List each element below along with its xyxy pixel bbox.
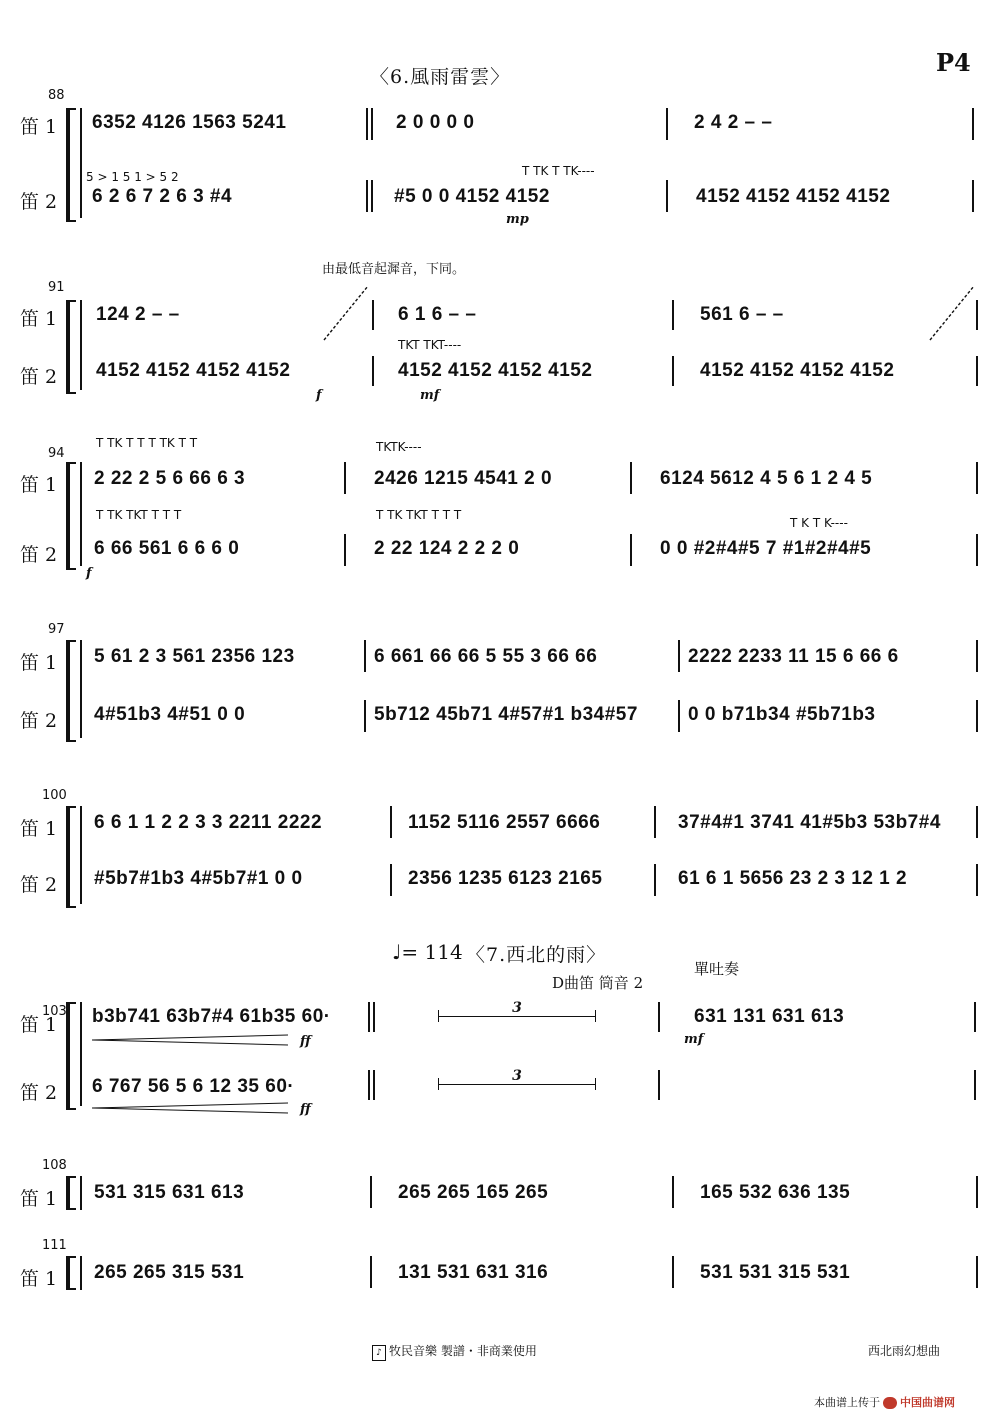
barline [80, 462, 82, 566]
tonguing-marks: T TK T TK---- [522, 164, 595, 178]
rest-count: 3 [509, 1068, 525, 1084]
technique-note: 單吐奏 [694, 960, 740, 978]
flute2-label: 笛 2 [20, 874, 58, 896]
barline [390, 806, 392, 838]
score-measure: 2 22 124 2 2 2 0 [374, 538, 520, 559]
barline [654, 806, 656, 838]
barline [80, 640, 82, 738]
barline [672, 356, 674, 386]
score-measure: #5 0 0 4152 4152 [394, 186, 550, 207]
system-brace [66, 1176, 76, 1210]
score-measure: 4152 4152 4152 4152 [700, 360, 895, 381]
performance-note: 由最低音起漽音，下同。 [322, 262, 466, 277]
score-measure: 6 6 1 1 2 2 3 3 2211 2222 [94, 812, 323, 833]
barline [80, 1256, 82, 1290]
score-measure: 4152 4152 4152 4152 [398, 360, 593, 381]
score-measure: #5b7#1b3 4#5b7#1 0 0 [94, 868, 303, 889]
score-measure: 531 531 315 531 [700, 1262, 851, 1283]
barline [80, 806, 82, 904]
tonguing-marks: TKTK---- [376, 440, 422, 454]
multi-measure-rest [438, 1068, 596, 1090]
publisher-credit [372, 1342, 537, 1361]
piece-title: 西北雨幻想曲 [868, 1344, 941, 1358]
crescendo-hairpin [90, 1102, 290, 1114]
flute1-label: 笛 1 [20, 308, 58, 330]
score-measure: 0 0 #2#4#5 7 #1#2#4#5 [660, 538, 872, 559]
measure-number: 88 [48, 88, 65, 103]
dynamic-mark: ff [300, 1034, 311, 1049]
score-measure: 265 265 165 265 [398, 1182, 549, 1203]
score-measure: 2 0 0 0 0 [396, 112, 475, 133]
section-6-title: 〈6.風雨雷雲〉 [370, 66, 511, 88]
score-measure: 6124 5612 4 5 6 1 2 4 5 [660, 468, 873, 489]
double-barline [366, 108, 368, 140]
barline [976, 864, 978, 896]
barline [344, 534, 346, 566]
barline [678, 640, 680, 672]
flute1-label: 笛 1 [20, 474, 58, 496]
instrument-note: D曲笛 筒音 2 [552, 974, 644, 992]
system-brace [66, 108, 76, 222]
measure-number: 91 [48, 280, 65, 295]
dynamic-mark: f [86, 566, 92, 581]
system-brace [66, 1256, 76, 1290]
publisher-text: 牧民音樂 製譜・非商業使用 [389, 1344, 537, 1358]
dynamic-mark: mf [684, 1032, 704, 1047]
score-measure: 2426 1215 4541 2 0 [374, 468, 553, 489]
score-measure: 631 131 631 613 [694, 1006, 845, 1027]
score-measure: 2356 1235 6123 2165 [408, 868, 603, 889]
barline [370, 1256, 372, 1288]
barline [974, 1002, 976, 1032]
barline [390, 864, 392, 896]
barline [666, 108, 668, 140]
grace-notes: 5 > 1 5 1 > 5 2 [86, 170, 179, 184]
barline [364, 700, 366, 732]
barline [370, 1176, 372, 1208]
score-measure: 2 4 2 – – [694, 112, 773, 133]
double-barline [371, 180, 373, 212]
site-logo-icon [883, 1397, 897, 1409]
barline [658, 1002, 660, 1032]
score-measure: 6352 4126 1563 5241 [92, 112, 287, 133]
barline [672, 300, 674, 330]
score-measure: 0 0 b71b34 #5b71b3 [688, 704, 876, 725]
barline [80, 300, 82, 390]
flute1-label: 笛 1 [20, 1188, 58, 1210]
tempo-marking: ♩= 114 [392, 940, 463, 964]
score-measure: 4152 4152 4152 4152 [696, 186, 891, 207]
score-measure: 165 532 636 135 [700, 1182, 851, 1203]
publisher-logo-icon: ♪ [372, 1345, 386, 1361]
crescendo-hairpin [90, 1034, 290, 1046]
barline [976, 462, 978, 494]
score-measure: 2222 2233 11 15 6 66 6 [688, 646, 899, 667]
score-measure: 6 66 561 6 6 6 0 [94, 538, 240, 559]
dynamic-mark: f [316, 388, 322, 403]
score-measure: 6 661 66 66 5 55 3 66 66 [374, 646, 598, 667]
barline [672, 1256, 674, 1288]
score-measure: 5 61 2 3 561 2356 123 [94, 646, 295, 667]
glissando-line [322, 282, 372, 342]
flute1-label: 笛 1 [20, 818, 58, 840]
system-brace [66, 300, 76, 394]
score-measure: 1152 5116 2557 6666 [408, 812, 601, 833]
flute2-label: 笛 2 [20, 544, 58, 566]
measure-number: 103 [42, 1004, 67, 1019]
score-measure: 531 315 631 613 [94, 1182, 245, 1203]
score-measure: 2 22 2 5 6 66 6 3 [94, 468, 246, 489]
tonguing-marks: T TK TKT T T T [376, 508, 462, 522]
score-measure: 265 265 315 531 [94, 1262, 245, 1283]
barline [658, 1070, 660, 1100]
flute2-label: 笛 2 [20, 1082, 58, 1104]
glissando-line [928, 282, 978, 342]
tonguing-marks: T TK T T T TK T T [96, 436, 198, 450]
system-brace [66, 806, 76, 908]
barline [976, 300, 978, 330]
measure-number: 108 [42, 1158, 67, 1173]
page-number: P4 [936, 48, 971, 77]
barline [344, 462, 346, 494]
score-measure: 561 6 – – [700, 304, 784, 325]
measure-number: 111 [42, 1238, 67, 1253]
flute2-label: 笛 2 [20, 191, 58, 213]
flute1-label: 笛 1 [20, 1268, 58, 1290]
barline [976, 356, 978, 386]
double-barline [368, 1070, 370, 1100]
score-measure: 6 2 6 7 2 6 3 #4 [92, 186, 233, 207]
flute1-label: 笛 1 [20, 1014, 58, 1036]
score-measure: 124 2 – – [96, 304, 180, 325]
dynamic-mark: mp [506, 212, 529, 227]
section-7-title: 〈7.西北的雨〉 [466, 944, 607, 966]
tonguing-marks: TKT TKT---- [398, 338, 462, 352]
upload-text: 本曲谱上传于 [814, 1396, 880, 1409]
double-barline [368, 1002, 370, 1032]
score-measure: 5b712 45b71 4#57#1 b34#57 [374, 704, 638, 725]
barline [976, 1256, 978, 1288]
score-measure: 4#51b3 4#51 0 0 [94, 704, 246, 725]
barline [80, 1002, 82, 1106]
flute1-label: 笛 1 [20, 116, 58, 138]
measure-number: 97 [48, 622, 65, 637]
barline [630, 534, 632, 566]
double-barline [373, 1002, 375, 1032]
barline [672, 1176, 674, 1208]
barline [678, 700, 680, 732]
barline [654, 864, 656, 896]
barline [976, 700, 978, 732]
system-brace [66, 640, 76, 742]
score-measure: 6 767 56 5 6 12 35 60· [92, 1076, 295, 1097]
barline [666, 180, 668, 212]
barline [630, 462, 632, 494]
barline [976, 806, 978, 838]
flute2-label: 笛 2 [20, 366, 58, 388]
score-measure: 37#4#1 3741 41#5b3 53b7#4 [678, 812, 941, 833]
barline [372, 356, 374, 386]
barline [972, 108, 974, 140]
system-brace [66, 1002, 76, 1110]
upload-note [814, 1394, 955, 1410]
multi-measure-rest [438, 1000, 596, 1022]
barline [976, 640, 978, 672]
flute1-label: 笛 1 [20, 652, 58, 674]
barline [974, 1070, 976, 1100]
tonguing-marks: T TK TKT T T T [96, 508, 182, 522]
measure-number: 100 [42, 788, 67, 803]
score-measure: 4152 4152 4152 4152 [96, 360, 291, 381]
double-barline [373, 1070, 375, 1100]
score-measure: 131 531 631 316 [398, 1262, 549, 1283]
barline [80, 108, 82, 218]
barline [80, 1176, 82, 1210]
flute2-label: 笛 2 [20, 710, 58, 732]
double-barline [366, 180, 368, 212]
score-measure: 6 1 6 – – [398, 304, 477, 325]
dynamic-mark: ff [300, 1102, 311, 1117]
double-barline [371, 108, 373, 140]
rest-count: 3 [509, 1000, 525, 1016]
barline [976, 1176, 978, 1208]
barline [972, 180, 974, 212]
system-brace [66, 462, 76, 570]
tonguing-marks: T K T K---- [790, 516, 848, 530]
barline [976, 534, 978, 566]
measure-number: 94 [48, 446, 65, 461]
score-measure: b3b741 63b7#4 61b35 60· [92, 1006, 331, 1027]
score-measure: 61 6 1 5656 23 2 3 12 1 2 [678, 868, 908, 889]
dynamic-mark: mf [420, 388, 440, 403]
barline [372, 300, 374, 330]
barline [364, 640, 366, 672]
site-name: 中国曲谱网 [900, 1396, 955, 1409]
